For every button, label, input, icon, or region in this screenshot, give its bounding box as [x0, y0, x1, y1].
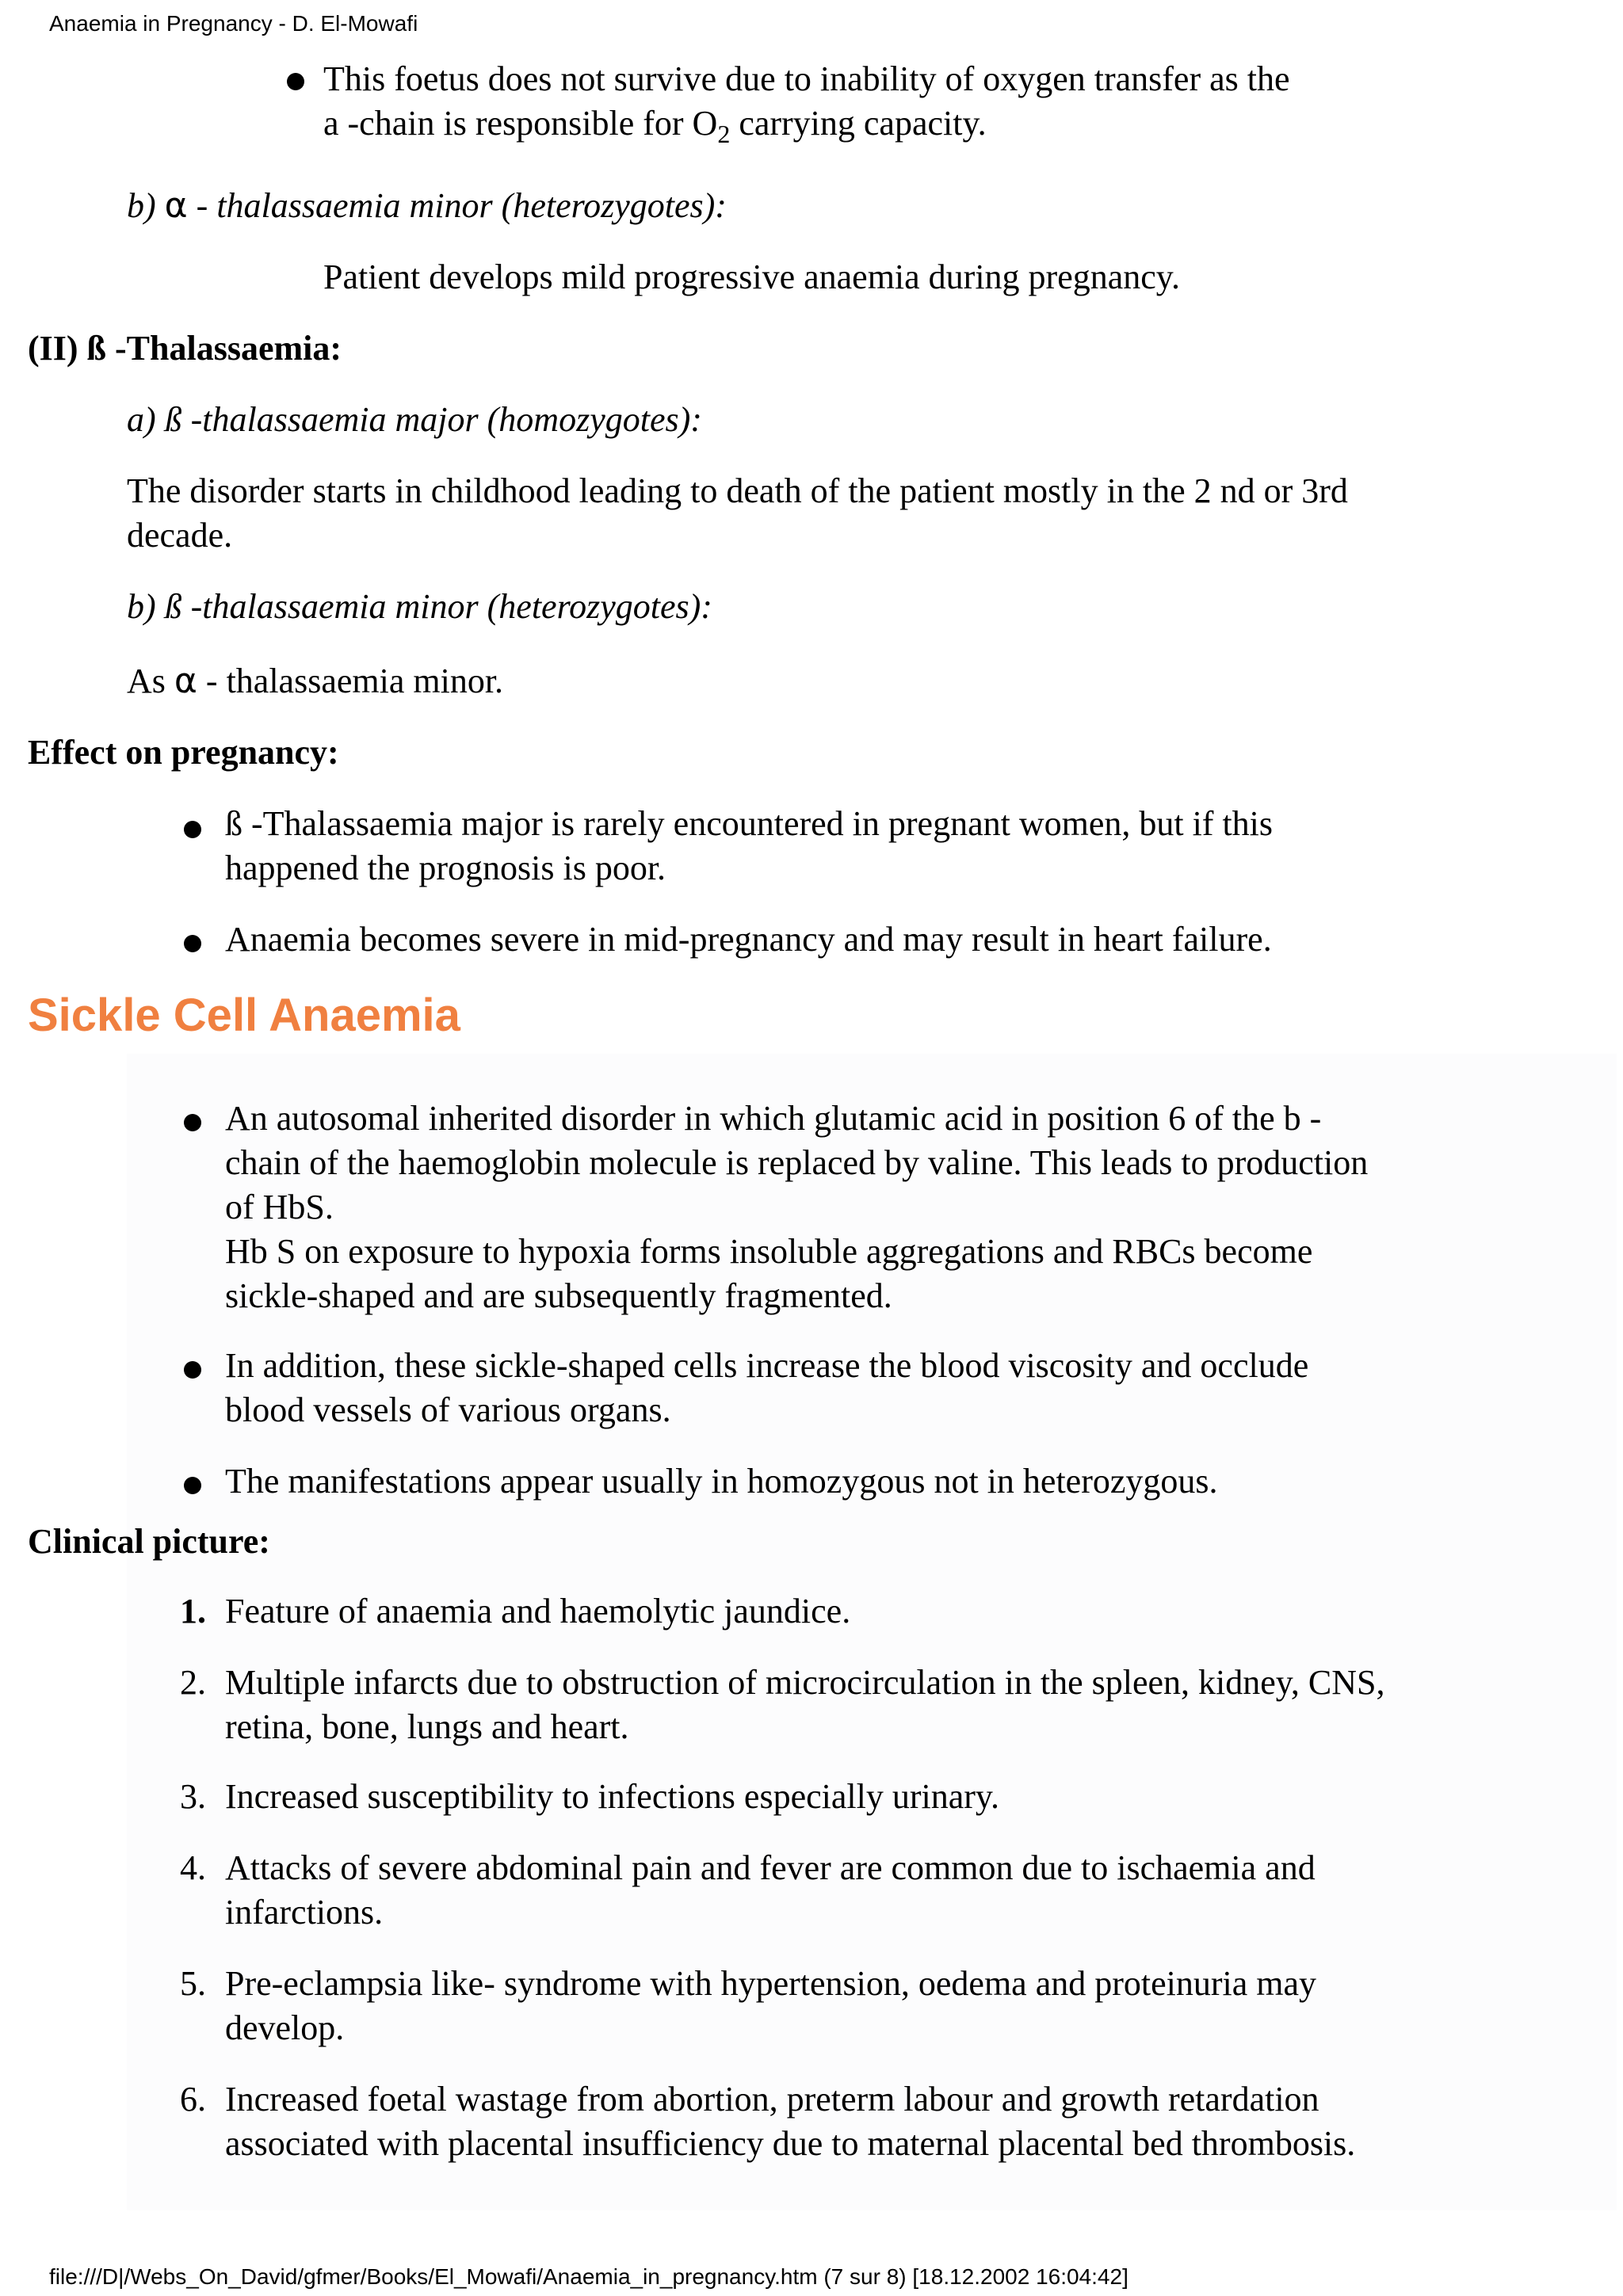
- clinical-heading: Clinical picture:: [28, 1522, 270, 1561]
- alpha-minor-heading-b: b): [127, 186, 156, 225]
- bullet-dot: [287, 73, 304, 90]
- beta-minor-text: [127, 659, 503, 704]
- beta-major-text-line2: decade.: [127, 516, 233, 555]
- clinical-item-6-line: associated with placental insufficiency due to maternal placental bed thrombosis.: [225, 2124, 1356, 2163]
- beta-major-heading: a) ß -thalassaemia major (homozygotes):: [127, 400, 702, 439]
- sickle-bullet-1: [225, 1097, 1368, 1318]
- sickle-bullet-1-line: sickle-shaped and are subsequently fragmented.: [225, 1276, 892, 1315]
- clinical-item-2-line: Multiple infarcts due to obstruction of microcirculation in the spleen, kidney, CNS,: [225, 1663, 1385, 1702]
- beta-major-text: [127, 469, 1348, 558]
- effect-bullet-1-line1: ß -Thalassaemia major is rarely encountered in pregnant women, but if this: [225, 804, 1274, 843]
- list-number: 5.: [180, 1964, 206, 2003]
- clinical-item-3: Increased susceptibility to infections especially urinary.: [225, 1777, 1000, 1816]
- alpha-symbol: α: [174, 661, 197, 701]
- sickle-bullet-2-line: blood vessels of various organs.: [225, 1390, 671, 1429]
- effect-bullet-1-line2: happened the prognosis is poor.: [225, 849, 666, 887]
- sickle-bullet-1-line: chain of the haemoglobin molecule is replaced by valine. This leads to production: [225, 1143, 1369, 1182]
- clinical-item-2: [225, 1661, 1385, 1749]
- list-number: 2.: [180, 1663, 206, 1702]
- effect-heading: Effect on pregnancy:: [28, 733, 339, 772]
- alpha-minor-heading: [127, 184, 727, 228]
- sickle-bullet-1-line: of HbS.: [225, 1188, 334, 1226]
- alpha-symbol: α: [164, 185, 188, 226]
- beta-minor-text-post: - thalassaemia minor.: [197, 662, 504, 700]
- clinical-item-6-line: Increased foetal wastage from abortion, preterm labour and growth retardation: [225, 2080, 1319, 2119]
- page-footer: file:///D|/Webs_On_David/gfmer/Books/El_Mowafi/Anaemia_in_pregnancy.htm (7 sur 8) [18.12.2002 16:04:42]: [49, 2264, 1128, 2289]
- clinical-item-5-line: Pre-eclampsia like- syndrome with hypertension, oedema and proteinuria may: [225, 1964, 1317, 2003]
- bullet-dot: [184, 935, 201, 952]
- subscript-2: 2: [717, 119, 731, 148]
- clinical-item-4-line: infarctions.: [225, 1893, 384, 1932]
- sickle-bullet-2: [225, 1344, 1308, 1432]
- sickle-heading: Sickle Cell Anaemia: [28, 990, 460, 1041]
- bullet-dot: [184, 1361, 201, 1379]
- effect-bullet-1: [225, 802, 1273, 891]
- alpha-bullet-line2-pre: a -chain is responsible for O: [323, 104, 718, 143]
- alpha-minor-text: Patient develops mild progressive anaemia during pregnancy.: [323, 257, 1180, 296]
- sickle-bullet-3: The manifestations appear usually in homozygous not in heterozygous.: [225, 1462, 1218, 1501]
- beta-heading: (II) ß -Thalassaemia:: [28, 329, 342, 368]
- clinical-item-6: [225, 2077, 1355, 2166]
- list-number: 1.: [180, 1592, 206, 1630]
- bullet-dot: [184, 821, 201, 838]
- sickle-bullet-2-line: In addition, these sickle-shaped cells increase the blood viscosity and occlude: [225, 1346, 1309, 1385]
- clinical-item-4-line: Attacks of severe abdominal pain and fever are common due to ischaemia and: [225, 1848, 1316, 1887]
- list-number: 3.: [180, 1777, 206, 1816]
- bullet-dot: [184, 1477, 201, 1494]
- alpha-bullet-line2-post: carrying capacity.: [730, 104, 987, 143]
- clinical-item-4: [225, 1846, 1316, 1935]
- clinical-item-2-line: retina, bone, lungs and heart.: [225, 1707, 629, 1746]
- list-number: 4.: [180, 1848, 206, 1887]
- clinical-item-5-line: develop.: [225, 2008, 345, 2047]
- effect-bullet-2: Anaemia becomes severe in mid-pregnancy and may result in heart failure.: [225, 920, 1272, 959]
- list-number: 6.: [180, 2080, 206, 2119]
- alpha-bullet-line1: This foetus does not survive due to inability of oxygen transfer as the: [323, 59, 1290, 98]
- page-header: Anaemia in Pregnancy - D. El-Mowafi: [49, 11, 418, 36]
- beta-major-text-line1: The disorder starts in childhood leading to death of the patient mostly in the 2 nd or 3rd: [127, 471, 1348, 510]
- clinical-item-1: Feature of anaemia and haemolytic jaundice.: [225, 1592, 851, 1630]
- bullet-dot: [184, 1114, 201, 1131]
- alpha-minor-heading-rest: - thalassaemia minor (heterozygotes):: [187, 186, 727, 225]
- clinical-item-5: [225, 1962, 1316, 2050]
- sickle-bullet-1-line: Hb S on exposure to hypoxia forms insoluble aggregations and RBCs become: [225, 1232, 1313, 1271]
- beta-minor-text-pre: As: [127, 662, 174, 700]
- alpha-bullet-text: [323, 57, 1290, 156]
- sickle-bullet-1-line: An autosomal inherited disorder in which glutamic acid in position 6 of the b -: [225, 1099, 1322, 1138]
- beta-minor-heading: b) ß -thalassaemia minor (heterozygotes):: [127, 587, 712, 626]
